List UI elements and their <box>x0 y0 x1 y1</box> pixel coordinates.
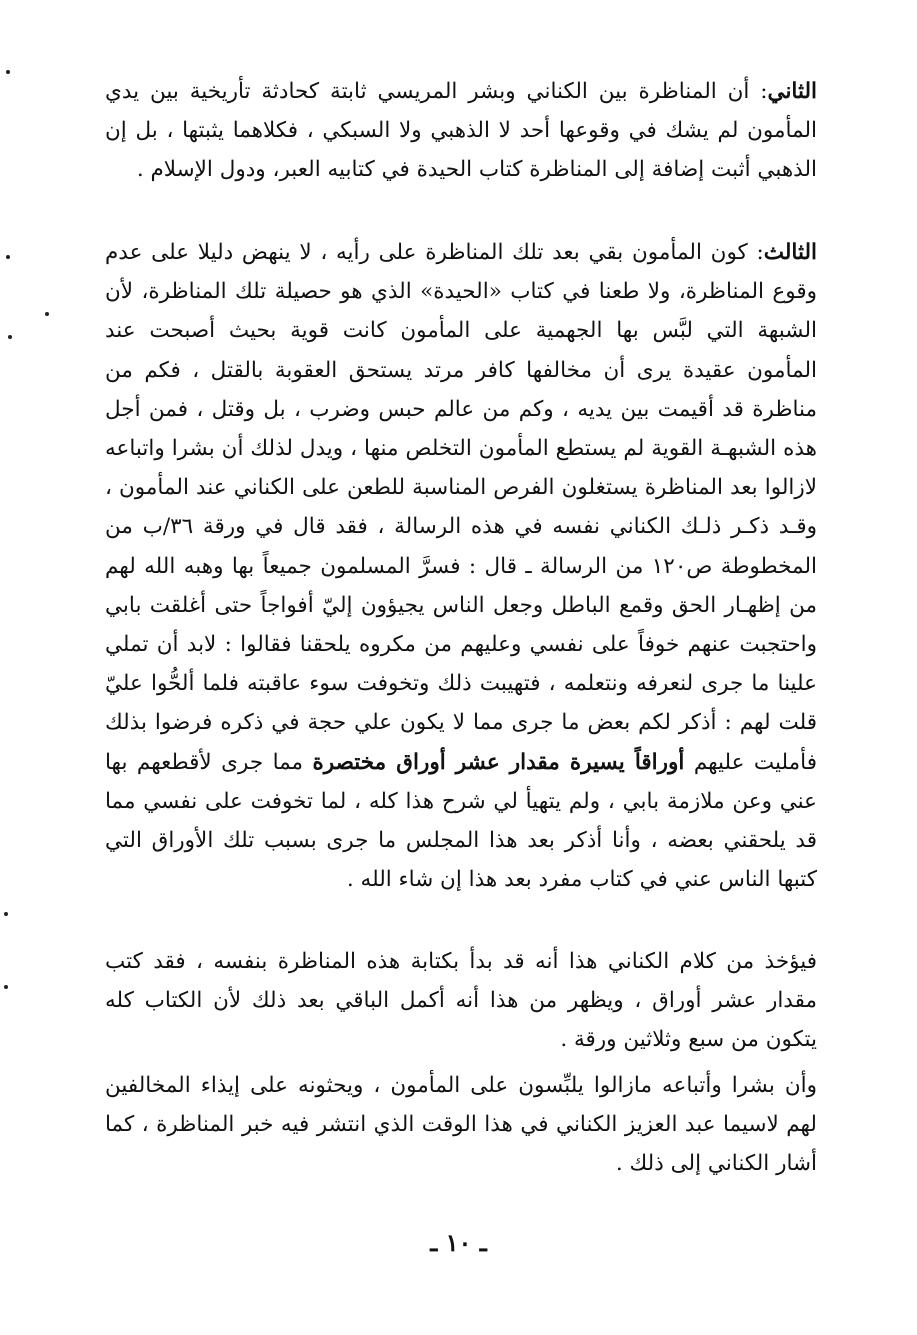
paragraph-body: وأن بشرا وأتباعه مازالوا يلبِّسون على المأمون ، ويحثونه على إيذاء المخالفين لهم لاسيما عبد العزيز الكناني في هذا الوقت الذي انتشر فيه خبر المناظرة ، كما أشار الكناني إلى ذلك . <box>105 1073 817 1177</box>
margin-dot <box>45 312 49 316</box>
paragraph-body: : كون المأمون بقي بعد تلك المناظرة على رأيه ، لا ينهض دليلا على عدم وقوع المناظرة، ولا طعنا في كتاب «الحيدة» الذي هو حصيلة تلك المناظرة، لأن الشبهة التي لبَّس بها الجهمية على المأمون كانت قوية بحيث أصبحت عند المأمون عقيدة يرى أن مخالفها كافر مرتد يستحق العقوبة بالقتل ، فكم من مناظرة قد أقيمت بين يديه ، وكم من عالم حبس وضرب ، بل وقتل ، فمن أجل هذه الشبهـة القوية لم يستطع المأمون التخلص منها ، ويدل لذلك أن بشرا واتباعه لازالوا بعد المناظرة يستغلون الفرص المناسبة للطعن على الكناني عند المأمون ، وقـد ذكـر ذلـك الكناني نفسه في هذه الرسالة ، فقد قال في ورقة ٣٦/ب من المخطوطة ص١٢٠ من الرسالة ـ قال : فسرَّ المسلمون جميعاً بها وهبه الله لهم من إظهـار الحق وقمع الباطل وجعل الناس يجيؤون إليّ أفواجاً حتى أغلقت بابي واحتجبت عنهم خوفاً على نفسي وعليهم من مكروه يلحقنا فقالوا : لابد أن تملي علينا ما جرى لنعرفه ونتعلمه ، فتهيبت ذلك وتخوفت سوء عاقبته فلما ألحُّوا عليّ قلت لهم : أذكر لكم بعض ما جرى مما لا يكون علي حجة في ذكره فرضوا بذلك فأمليت عليهم <box>105 240 818 775</box>
margin-dot <box>8 335 12 339</box>
paragraph-second-point <box>105 72 817 190</box>
paragraph-body: فيؤخذ من كلام الكناني هذا أنه قد بدأ بكتابة هذه المناظرة بنفسه ، فقد كتب مقدار عشر أوراق ، ويظهر من هذا أنه أكمل الباقي بعد ذلك لأن الكتاب كله يتكون من سبع وثلاثين ورقة . <box>105 949 817 1053</box>
paragraph-body: : أن المناظرة بين الكناني وبشر المريسي ثابتة كحادثة تأريخية بين يدي المأمون لم يشك في وقوعها أحد لا الذهبي ولا السبكي ، فكلاهما يثبتها ، بل إن الذهبي أثبت إضافة إلى المناظرة كتاب الحيدة في كتابيه العبر، ودول الإسلام . <box>105 79 817 183</box>
page-number: ـ ١٠ ـ <box>430 1228 487 1257</box>
paragraph-conclusion <box>105 942 817 1060</box>
margin-dot <box>4 912 8 916</box>
paragraph-lead: الثالث <box>763 240 817 265</box>
margin-dot <box>6 255 10 259</box>
emphasized-text: أوراقاً يسيرة مقدار عشر أوراق مختصرة <box>312 749 685 775</box>
margin-dot <box>4 985 8 989</box>
paragraph-body-continued: مما جرى لأقطعهم بها عني وعن ملازمة بابي ، ولم يتهيأ لي شرح هذا كله ، لما تخوفت على نفسي مما قد يلحقني بعضه ، وأنا أذكر بعد هذا المجلس ما جرى بسبب تلك الأوراق التي كتبها الناس عني في كتاب مفرد بعد هذا إن شاء الله . <box>105 749 817 893</box>
paragraph-lead: الثاني <box>767 79 817 104</box>
margin-dot <box>6 70 10 74</box>
paragraph-third-point <box>105 233 817 899</box>
paragraph-final <box>105 1066 817 1184</box>
